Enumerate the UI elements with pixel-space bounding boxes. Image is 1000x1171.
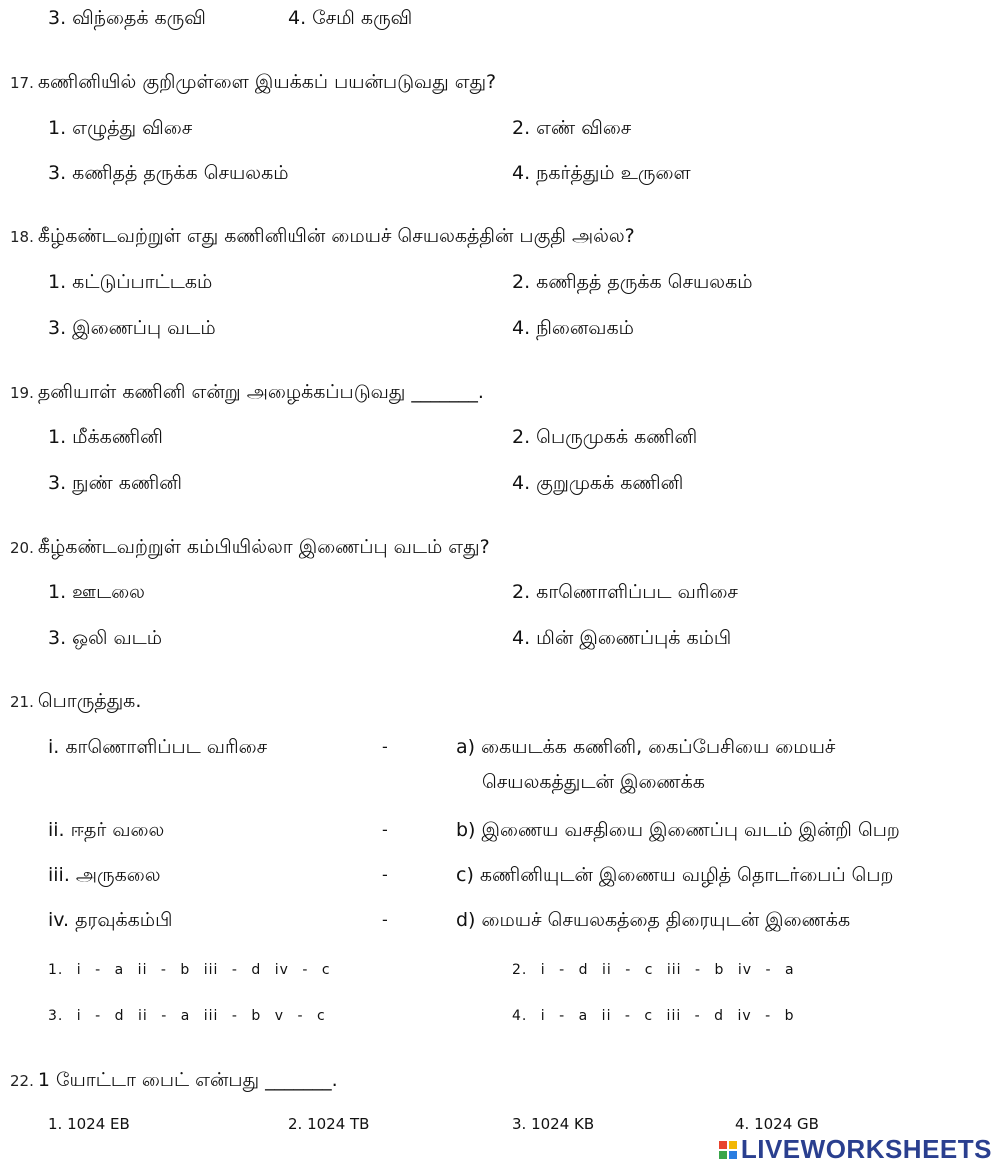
option-text: 1. கட்டுப்பாட்டகம் bbox=[48, 271, 213, 293]
match-left-item: iii. அருகலை bbox=[48, 864, 161, 886]
option-text: 1. மீக்கணினி bbox=[48, 426, 163, 448]
match-right-item: c) கணினியுடன் இணைய வழித் தொடர்பைப் பெற bbox=[456, 864, 894, 886]
question-number: 17. bbox=[10, 74, 34, 92]
logo-mark-icon bbox=[719, 1141, 737, 1159]
match-left-item: ii. ஈதர் வலை bbox=[48, 819, 165, 841]
option-text: 4. நகர்த்தும் உருளை bbox=[512, 162, 691, 184]
match-dash: - bbox=[382, 865, 388, 884]
question-21 bbox=[10, 689, 141, 714]
option-text: 1. ஊடலை bbox=[48, 581, 145, 603]
option-text: 3. நுண் கணினி bbox=[48, 472, 182, 494]
option-text: 2. பெருமுகக் கணினி bbox=[512, 426, 698, 448]
match-dash: - bbox=[382, 737, 388, 756]
option-text: 1. எழுத்து விசை bbox=[48, 117, 193, 139]
option-text: 3. ஒலி வடம் bbox=[48, 627, 163, 649]
option-text: 2. காணொளிப்பட வரிசை bbox=[512, 581, 738, 603]
match-left-item: i. காணொளிப்பட வரிசை bbox=[48, 736, 268, 758]
option-text: 4. மின் இணைப்புக் கம்பி bbox=[512, 627, 732, 649]
question-text: பொருத்துக. bbox=[37, 690, 142, 712]
option-text: 4. நினைவகம் bbox=[512, 317, 634, 339]
option-text: 2. i - d ii - c iii - b iv - a bbox=[512, 962, 795, 978]
option-text: 2. எண் விசை bbox=[512, 117, 632, 139]
logo-square bbox=[719, 1141, 727, 1149]
question-text: கீழ்கண்டவற்றுள் கம்பியில்லா இணைப்பு வடம் எது? bbox=[37, 536, 490, 558]
liveworksheets-logo bbox=[719, 1134, 992, 1165]
question-number: 18. bbox=[10, 228, 34, 246]
question-text: 1 யோட்டா பைட் என்பது _______. bbox=[37, 1069, 338, 1091]
match-right-item: d) மையச் செயலகத்தை திரையுடன் இணைக்க bbox=[456, 909, 851, 931]
question-number: 21. bbox=[10, 693, 34, 711]
logo-square bbox=[729, 1141, 737, 1149]
match-right-item: a) கையடக்க கணினி, கைப்பேசியை மையச் bbox=[456, 736, 836, 758]
match-dash: - bbox=[382, 910, 388, 929]
question-20 bbox=[10, 535, 490, 560]
question-number: 19. bbox=[10, 384, 34, 402]
question-number: 20. bbox=[10, 539, 34, 557]
question-18 bbox=[10, 224, 635, 249]
question-text: கணினியில் குறிமுள்ளை இயக்கப் பயன்படுவது எது? bbox=[37, 71, 497, 93]
option-text: 3. கணிதத் தருக்க செயலகம் bbox=[48, 162, 289, 184]
option-text: 3. இணைப்பு வடம் bbox=[48, 317, 216, 339]
option-text: 4. i - a ii - c iii - d iv - b bbox=[512, 1008, 795, 1024]
option-text: 3. விந்தைக் கருவி bbox=[48, 7, 206, 29]
question-19 bbox=[10, 380, 484, 405]
option-text: 3. i - d ii - a iii - b v - c bbox=[48, 1008, 326, 1024]
match-dash: - bbox=[382, 820, 388, 839]
option-text: 3. 1024 KB bbox=[512, 1115, 595, 1133]
match-right-item: b) இணைய வசதியை இணைப்பு வடம் இன்றி பெற bbox=[456, 819, 900, 841]
option-text: 4. குறுமுகக் கணினி bbox=[512, 472, 684, 494]
logo-text: LIVEWORKSHEETS bbox=[740, 1134, 992, 1164]
match-right-item-cont: செயலகத்துடன் இணைக்க bbox=[482, 771, 705, 793]
question-text: கீழ்கண்டவற்றுள் எது கணினியின் மையச் செயலகத்தின் பகுதி அல்ல? bbox=[37, 225, 635, 247]
option-text: 2. 1024 TB bbox=[288, 1115, 370, 1133]
option-text: 2. கணிதத் தருக்க செயலகம் bbox=[512, 271, 753, 293]
option-text: 4. 1024 GB bbox=[735, 1115, 819, 1133]
logo-square bbox=[719, 1151, 727, 1159]
question-text: தனியாள் கணினி என்று அழைக்கப்படுவது _______. bbox=[37, 381, 484, 403]
option-text: 4. சேமி கருவி bbox=[288, 7, 413, 29]
question-17 bbox=[10, 70, 496, 95]
match-left-item: iv. தரவுக்கம்பி bbox=[48, 909, 173, 931]
question-number: 22. bbox=[10, 1072, 34, 1090]
logo-square bbox=[729, 1151, 737, 1159]
option-text: 1. 1024 EB bbox=[48, 1115, 130, 1133]
question-22 bbox=[10, 1068, 338, 1093]
option-text: 1. i - a ii - b iii - d iv - c bbox=[48, 962, 331, 978]
